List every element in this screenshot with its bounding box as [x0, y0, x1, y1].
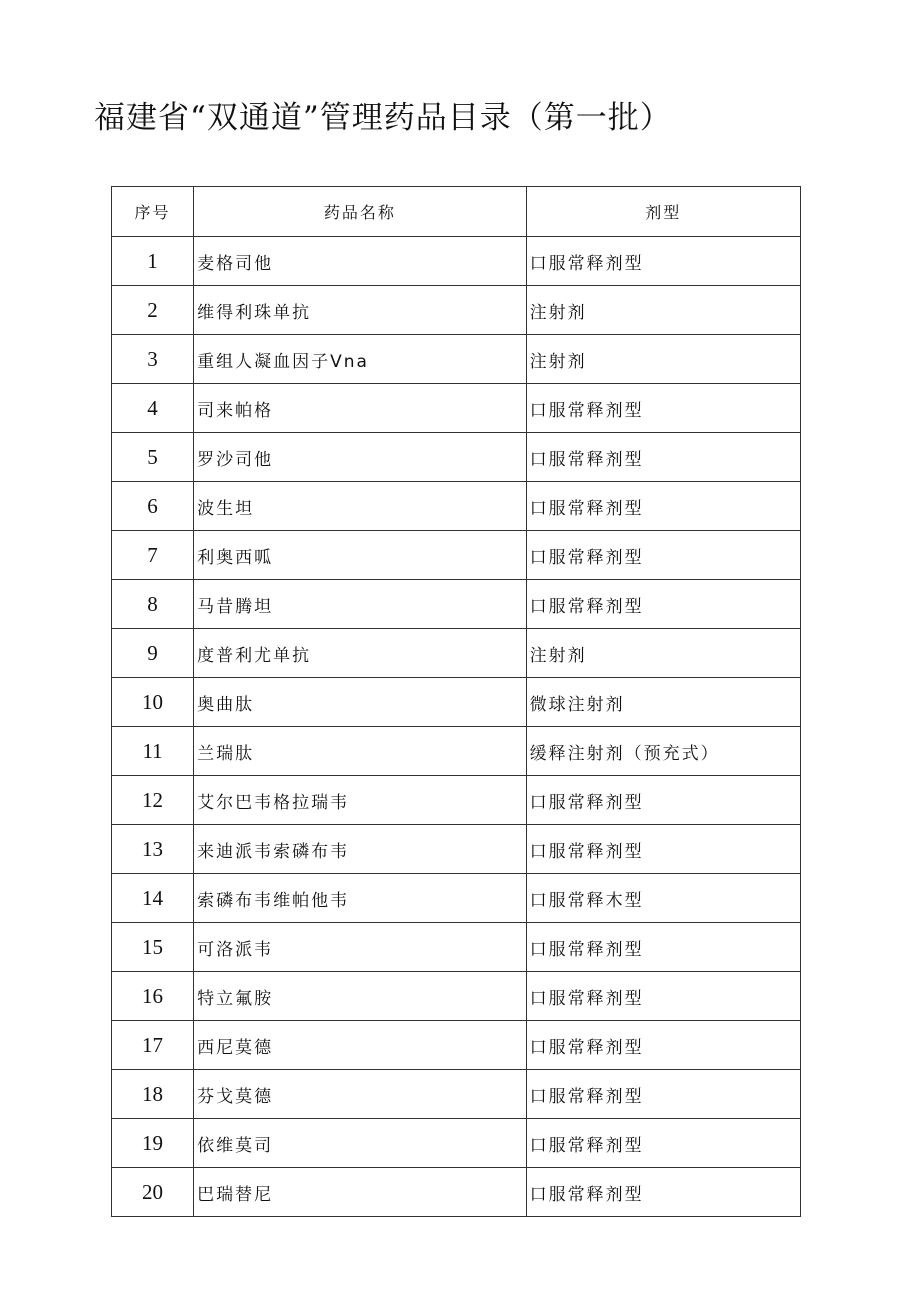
table-row	[112, 384, 801, 433]
table-row	[112, 727, 801, 776]
serial-number-cell: 4	[112, 384, 194, 433]
dosage-form-cell: 口服常释剂型	[526, 825, 800, 874]
dosage-form-cell: 注射剂	[526, 335, 800, 384]
header-dosage-form: 剂型	[526, 187, 800, 237]
serial-number-cell: 17	[112, 1021, 194, 1070]
dosage-form-cell: 口服常释剂型	[526, 1119, 800, 1168]
table-row	[112, 531, 801, 580]
dosage-form-cell: 口服常释剂型	[526, 923, 800, 972]
table-row	[112, 1070, 801, 1119]
drug-name-cell: 西尼莫德	[194, 1021, 526, 1070]
serial-number-cell: 5	[112, 433, 194, 482]
table-row	[112, 874, 801, 923]
drug-name-cell: 艾尔巴韦格拉瑞韦	[194, 776, 526, 825]
dosage-form-cell: 缓释注射剂（预充式）	[526, 727, 800, 776]
drug-name-cell: 可洛派韦	[194, 923, 526, 972]
dosage-form-cell: 口服常释剂型	[526, 482, 800, 531]
dosage-form-cell: 口服常释剂型	[526, 1168, 800, 1217]
dosage-form-cell: 注射剂	[526, 286, 800, 335]
drug-name-cell: 司来帕格	[194, 384, 526, 433]
drug-name-cell: 依维莫司	[194, 1119, 526, 1168]
drug-name-cell: 马昔腾坦	[194, 580, 526, 629]
page-title: 福建省“双通道”管理药品目录（第一批）	[94, 100, 672, 136]
dosage-form-cell: 口服常释剂型	[526, 384, 800, 433]
serial-number-cell: 14	[112, 874, 194, 923]
table-row	[112, 776, 801, 825]
serial-number-cell: 11	[112, 727, 194, 776]
drug-name-cell: 重组人凝血因子Vna	[194, 335, 526, 384]
dosage-form-cell: 口服常释剂型	[526, 531, 800, 580]
table-row	[112, 335, 801, 384]
table-row	[112, 482, 801, 531]
table-body	[112, 237, 801, 1217]
dosage-form-cell: 微球注射剂	[526, 678, 800, 727]
table-row	[112, 825, 801, 874]
table-header-row	[112, 187, 801, 237]
drug-name-cell: 兰瑞肽	[194, 727, 526, 776]
table-row	[112, 923, 801, 972]
dosage-form-cell: 口服常释剂型	[526, 1070, 800, 1119]
table-row	[112, 678, 801, 727]
drug-name-cell: 芬戈莫德	[194, 1070, 526, 1119]
serial-number-cell: 2	[112, 286, 194, 335]
drug-name-cell: 巴瑞替尼	[194, 1168, 526, 1217]
serial-number-cell: 8	[112, 580, 194, 629]
drug-name-cell: 麦格司他	[194, 237, 526, 286]
drug-table	[111, 186, 801, 1217]
dosage-form-cell: 口服常释剂型	[526, 972, 800, 1021]
table-row	[112, 629, 801, 678]
serial-number-cell: 18	[112, 1070, 194, 1119]
serial-number-cell: 1	[112, 237, 194, 286]
dosage-form-cell: 注射剂	[526, 629, 800, 678]
table-row	[112, 237, 801, 286]
drug-name-cell: 利奥西呱	[194, 531, 526, 580]
table-row	[112, 1168, 801, 1217]
table-row	[112, 286, 801, 335]
serial-number-cell: 9	[112, 629, 194, 678]
dosage-form-cell: 口服常释剂型	[526, 580, 800, 629]
serial-number-cell: 10	[112, 678, 194, 727]
drug-name-cell: 维得利珠单抗	[194, 286, 526, 335]
table-row	[112, 433, 801, 482]
dosage-form-cell: 口服常释木型	[526, 874, 800, 923]
header-serial-number: 序号	[112, 187, 194, 237]
serial-number-cell: 15	[112, 923, 194, 972]
table-row	[112, 580, 801, 629]
serial-number-cell: 7	[112, 531, 194, 580]
serial-number-cell: 16	[112, 972, 194, 1021]
header-drug-name: 药品名称	[194, 187, 526, 237]
drug-name-cell: 特立氟胺	[194, 972, 526, 1021]
table-row	[112, 1119, 801, 1168]
serial-number-cell: 12	[112, 776, 194, 825]
serial-number-cell: 3	[112, 335, 194, 384]
drug-name-cell: 波生坦	[194, 482, 526, 531]
dosage-form-cell: 口服常释剂型	[526, 237, 800, 286]
serial-number-cell: 6	[112, 482, 194, 531]
dosage-form-cell: 口服常释剂型	[526, 776, 800, 825]
table-row	[112, 972, 801, 1021]
drug-name-cell: 罗沙司他	[194, 433, 526, 482]
drug-name-cell: 度普利尤单抗	[194, 629, 526, 678]
table-row	[112, 1021, 801, 1070]
dosage-form-cell: 口服常释剂型	[526, 1021, 800, 1070]
dosage-form-cell: 口服常释剂型	[526, 433, 800, 482]
drug-name-cell: 索磷布韦维帕他韦	[194, 874, 526, 923]
drug-name-cell: 奥曲肽	[194, 678, 526, 727]
serial-number-cell: 19	[112, 1119, 194, 1168]
serial-number-cell: 13	[112, 825, 194, 874]
serial-number-cell: 20	[112, 1168, 194, 1217]
drug-name-cell: 来迪派韦索磷布韦	[194, 825, 526, 874]
